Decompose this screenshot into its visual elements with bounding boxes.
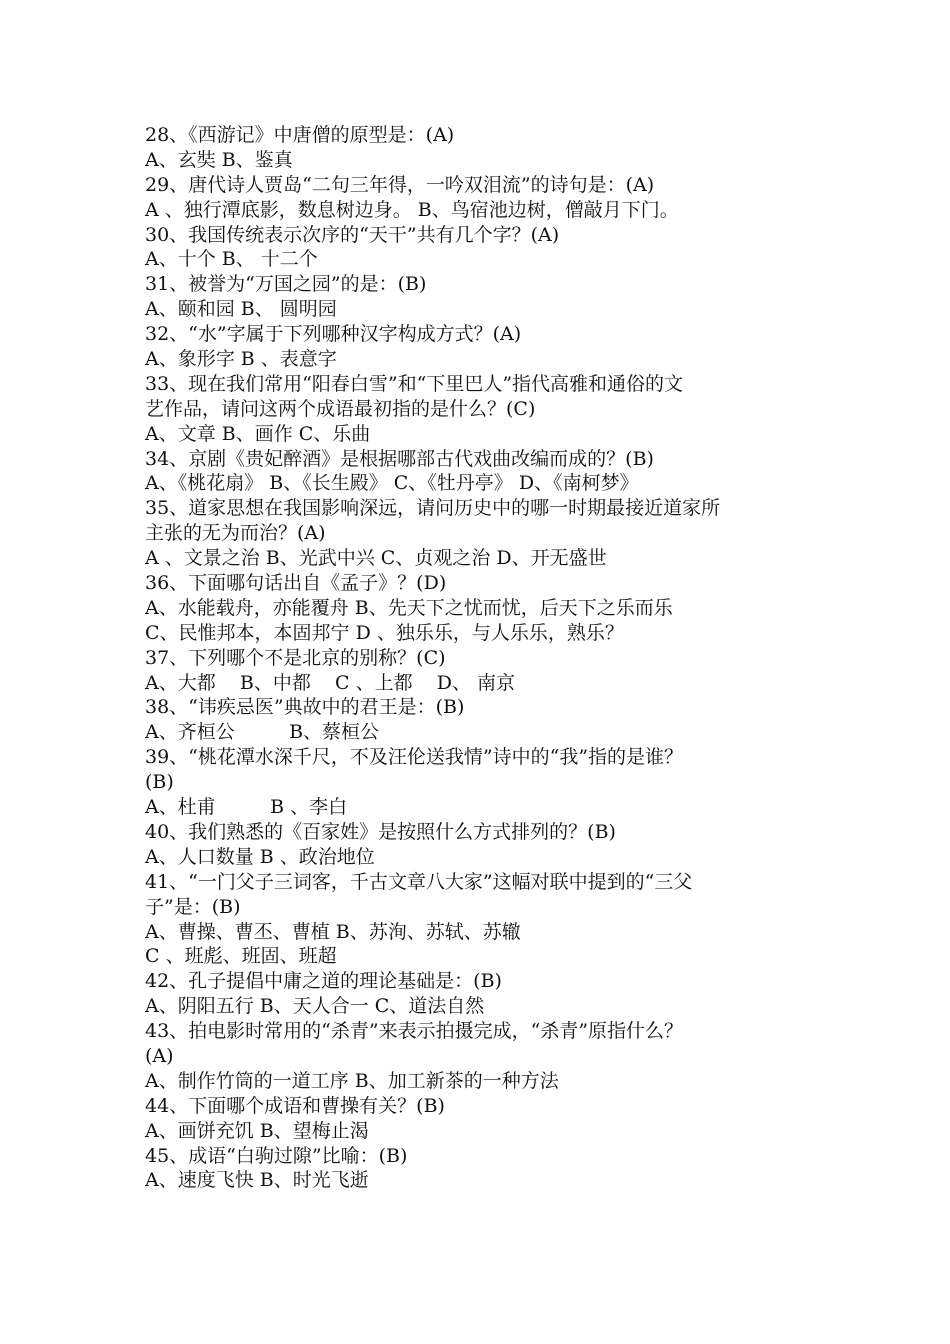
answer-options-31: A、颐和园 B、 圆明园 bbox=[145, 298, 337, 321]
answer-options-28: A、玄奘 B、鉴真 bbox=[145, 148, 293, 171]
answer-options-38: A、齐桓公 B、蔡桓公 bbox=[145, 721, 380, 744]
question-33-line-2: 艺作品，请问这两个成语最初指的是什么？(C) bbox=[145, 397, 536, 420]
question-34: 34、京剧《贵妃醉酒》是根据哪部古代戏曲改编而成的？(B) bbox=[145, 447, 654, 470]
question-32: 32、“水”字属于下列哪种汉字构成方式？(A) bbox=[145, 323, 522, 346]
question-38: 38、“讳疾忌医”典故中的君王是：(B) bbox=[145, 696, 465, 719]
answer-options-37: A、大都 B、中都 C 、上都 D、 南京 bbox=[145, 671, 516, 694]
answer-options-32: A、象形字 B 、表意字 bbox=[145, 348, 337, 371]
answer-options-34: A、《桃花扇》 B、《长生殿》 C、《牡丹亭》 D、《南柯梦》 bbox=[145, 472, 639, 495]
answer-options-42: A、阴阳五行 B、天人合一 C、道法自然 bbox=[145, 995, 485, 1018]
answer-options-44: A、画饼充饥 B、望梅止渴 bbox=[145, 1119, 369, 1142]
question-33-line-1: 33、现在我们常用“阳春白雪”和“下里巴人”指代高雅和通俗的文 bbox=[145, 372, 684, 395]
quiz-text-body bbox=[145, 123, 815, 1193]
question-45: 45、成语“白驹过隙”比喻：(B) bbox=[145, 1144, 408, 1167]
question-29: 29、唐代诗人贾岛“二句三年得，一吟双泪流”的诗句是：(A) bbox=[145, 173, 655, 196]
question-40: 40、我们熟悉的《百家姓》是按照什么方式排列的？(B) bbox=[145, 820, 616, 843]
answer-options-30: A、十个 B、 十二个 bbox=[145, 248, 318, 271]
question-41-line-1: 41、“一门父子三词客，千古文章八大家”这幅对联中提到的“三父 bbox=[145, 870, 693, 893]
question-35-line-2: 主张的无为而治？(A) bbox=[145, 522, 326, 545]
answer-options-35: A 、文景之治 B、光武中兴 C、贞观之治 D、开无盛世 bbox=[145, 547, 607, 570]
question-30: 30、我国传统表示次序的“天干”共有几个字？(A) bbox=[145, 223, 560, 246]
answer-options-33: A、文章 B、画作 C、乐曲 bbox=[145, 422, 371, 445]
question-44: 44、下面哪个成语和曹操有关？(B) bbox=[145, 1094, 445, 1117]
answer-options-36-line-1: A、水能载舟，亦能覆舟 B、先天下之忧而忧，后天下之乐而乐 bbox=[145, 596, 673, 619]
question-36: 36、下面哪句话出自《孟子》？(D) bbox=[145, 572, 447, 595]
answer-options-29: A 、独行潭底影，数息树边身。 B、鸟宿池边树，僧敲月下门。 bbox=[145, 198, 679, 221]
answer-options-36-line-2: C、民惟邦本，本固邦宁 D 、独乐乐，与人乐乐，熟乐？ bbox=[145, 621, 624, 644]
question-39-line-2: (B) bbox=[145, 771, 174, 794]
answer-options-43: A、制作竹筒的一道工序 B、加工新茶的一种方法 bbox=[145, 1069, 559, 1092]
question-39-line-1: 39、“桃花潭水深千尺，不及汪伦送我情”诗中的“我”指的是谁？ bbox=[145, 746, 684, 769]
answer-options-41-line-1: A、曹操、曹丕、曹植 B、苏洵、苏轼、苏辙 bbox=[145, 920, 521, 943]
question-28: 28、《西游记》中唐僧的原型是：(A) bbox=[145, 124, 455, 146]
question-37: 37、下列哪个不是北京的别称？(C) bbox=[145, 646, 446, 669]
question-41-line-2: 子”是：(B) bbox=[145, 895, 241, 918]
question-43-line-1: 43、拍电影时常用的“杀青”来表示拍摄完成，“杀青”原指什么？ bbox=[145, 1020, 684, 1043]
question-35-line-1: 35、道家思想在我国影响深远，请问历史中的哪一时期最接近道家所 bbox=[145, 497, 721, 520]
answer-options-40: A、人口数量 B 、政治地位 bbox=[145, 845, 375, 868]
answer-options-41-line-2: C 、班彪、班固、班超 bbox=[145, 945, 337, 968]
answer-options-45: A、速度飞快 B、时光飞逝 bbox=[145, 1169, 369, 1192]
answer-options-39: A、杜甫 B 、李白 bbox=[145, 796, 348, 819]
question-43-line-2: (A) bbox=[145, 1044, 174, 1067]
question-42: 42、孔子提倡中庸之道的理论基础是：(B) bbox=[145, 970, 502, 993]
question-31: 31、被誉为“万国之园”的是：(B) bbox=[145, 273, 427, 296]
